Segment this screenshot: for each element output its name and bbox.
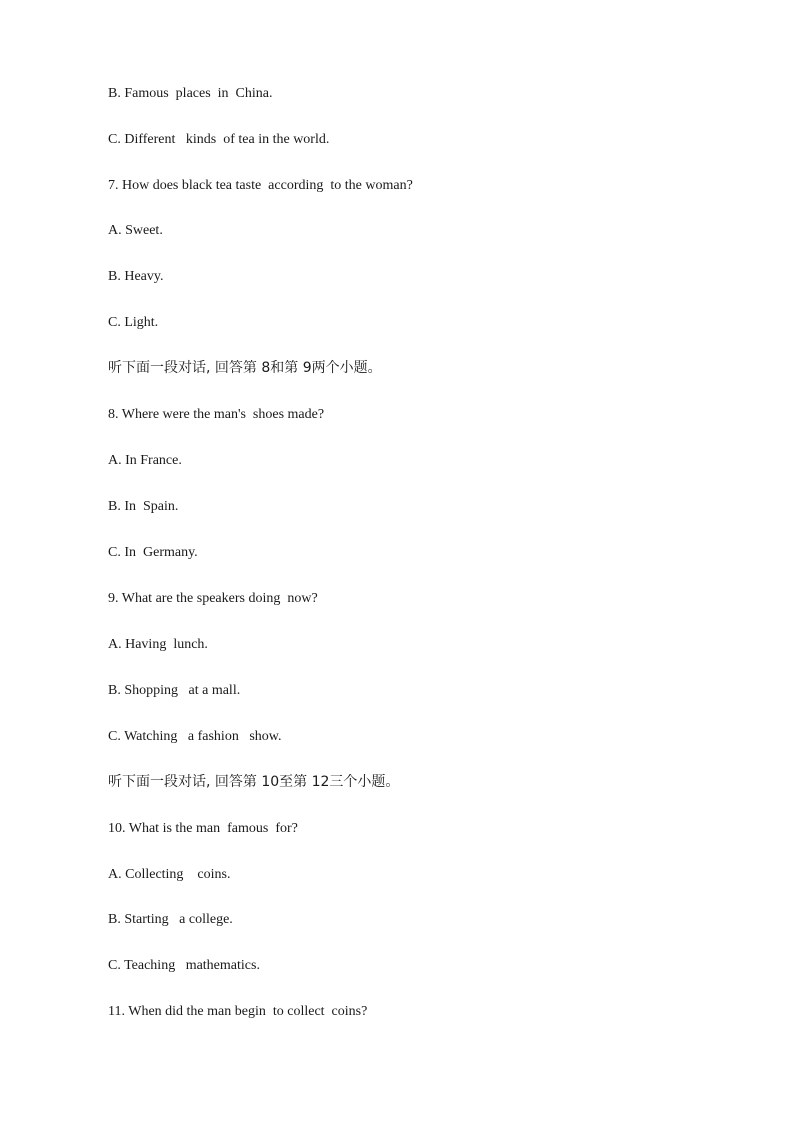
option-8b: B. In Spain.: [108, 499, 179, 514]
option-9c: C. Watching a fashion show.: [108, 729, 282, 744]
option-9b: B. Shopping at a mall.: [108, 683, 241, 698]
option-10c: C. Teaching mathematics.: [108, 958, 260, 973]
option-9a: A. Having lunch.: [108, 637, 208, 652]
question-11: 11. When did the man begin to collect coins?: [108, 1004, 368, 1019]
question-10: 10. What is the man famous for?: [108, 821, 298, 836]
option-7b: B. Heavy.: [108, 269, 164, 284]
option-8c: C. In Germany.: [108, 545, 198, 560]
question-9: 9. What are the speakers doing now?: [108, 591, 318, 606]
option-7a: A. Sweet.: [108, 223, 163, 238]
option-7c: C. Light.: [108, 315, 159, 330]
section-instruction-8-9: 听下面一段对话, 回答第 8和第 9两个小题。: [108, 360, 382, 376]
question-7: 7. How does black tea taste according to the woman?: [108, 178, 413, 193]
option-6b: B. Famous places in China.: [108, 86, 273, 101]
option-8a: A. In France.: [108, 453, 182, 468]
option-6c: C. Different kinds of tea in the world.: [108, 132, 330, 147]
section-instruction-10-12: 听下面一段对话, 回答第 10至第 12三个小题。: [108, 774, 400, 790]
question-8: 8. Where were the man's shoes made?: [108, 407, 325, 422]
option-10b: B. Starting a college.: [108, 912, 233, 927]
option-10a: A. Collecting coins.: [108, 867, 231, 882]
